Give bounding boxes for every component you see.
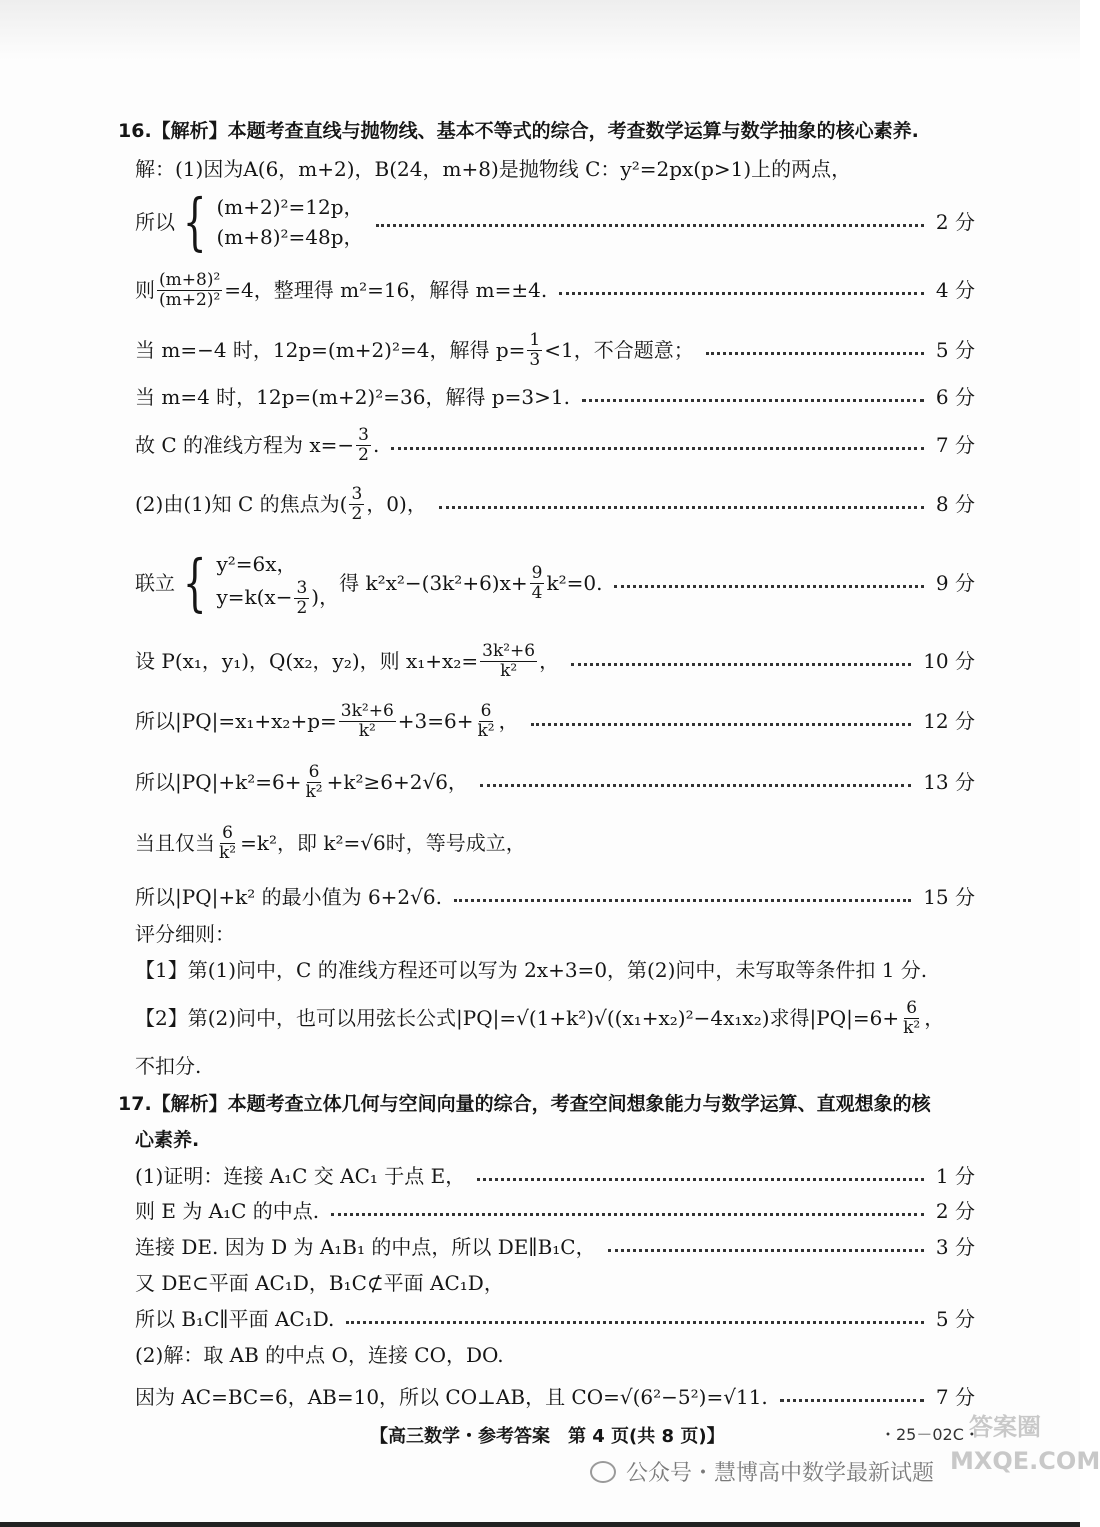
leader-dots xyxy=(559,292,924,295)
q16-line-1-text: 解：(1)因为A(6，m+2)，B(24，m+8)是抛物线 C：y²=2px(p>1)上的两点， xyxy=(135,157,852,181)
system-2-row-2-a: y=k(x− xyxy=(216,584,293,609)
leader-dots xyxy=(608,1249,924,1252)
q16-line-3 xyxy=(135,270,975,310)
q16-line-7 xyxy=(135,484,975,524)
q17-line-1-text: (1)证明：连接 A₁C 交 AC₁ 于点 E， xyxy=(135,1164,466,1188)
q17-line-3-text: 连接 DE. 因为 D 为 A₁B₁ 的中点，所以 DE∥B₁C， xyxy=(135,1235,596,1259)
scan-shadow xyxy=(0,0,1080,60)
q17-line-7-text: 因为 AC=BC=6，AB=10，所以 CO⊥AB，且 CO=√(6²−5²)=√11. xyxy=(135,1385,768,1409)
q16-line-13 xyxy=(135,883,975,911)
leader-dots xyxy=(331,1213,924,1216)
fraction-num: 3 xyxy=(358,424,369,445)
fraction-num: 3k²+6 xyxy=(340,700,394,721)
leader-dots xyxy=(531,723,912,726)
q16-line-3-rest: =4，整理得 m²=16，解得 m=±4. xyxy=(224,278,548,302)
q16-line-10-c: ， xyxy=(498,709,519,733)
fraction-num: (m+8)² xyxy=(159,269,221,290)
q17-line-1 xyxy=(135,1162,975,1190)
q16-line-11-a: 所以|PQ|+k²=6+ xyxy=(135,770,302,794)
system-1-row-1: (m+2)²=12p， xyxy=(216,195,364,219)
fraction xyxy=(294,579,309,618)
score-mark: 7 分 xyxy=(935,1385,975,1409)
fraction xyxy=(157,271,222,310)
fraction xyxy=(480,642,537,681)
page-footer: 【高三数学・参考答案 第 4 页(共 8 页)】 xyxy=(370,1426,725,1447)
q17-title-line-2 xyxy=(135,1126,975,1154)
fraction-den: (m+2)² xyxy=(159,289,221,310)
score-mark: 5 分 xyxy=(935,338,975,362)
rubric-item-2-a: 【2】第(2)问中，也可以用弦长公式|PQ|=√(1+k²)√((x₁+x₂)²−4x₁x₂)求得|PQ|=6+ xyxy=(135,1006,900,1030)
rubric-item-2-cont xyxy=(135,1052,975,1080)
fraction-num: 3 xyxy=(351,483,363,504)
system-brace-2: { y²=6x， y=k(x− $\frac{3}{2}$ )， xyxy=(182,546,340,619)
fraction-den: k² xyxy=(477,720,495,741)
fraction-den: 2 xyxy=(351,503,363,524)
score-mark: 6 分 xyxy=(935,385,975,409)
q17-line-4 xyxy=(135,1269,975,1297)
q16-line-10-b: +3=6+ xyxy=(397,709,474,733)
q17-line-5-text: 所以 B₁C∥平面 AC₁D. xyxy=(135,1307,335,1331)
fraction-den: k² xyxy=(358,720,376,741)
fraction-num: 6 xyxy=(480,700,492,721)
q16-line-8-prefix: 联立 xyxy=(135,571,175,595)
fraction-num: 1 xyxy=(529,329,541,350)
fraction-den: k² xyxy=(305,781,323,802)
q17-line-2-text: 则 E 为 A₁C 的中点. xyxy=(135,1199,320,1223)
leader-dots xyxy=(582,399,924,402)
fraction xyxy=(339,702,396,741)
q16-line-7-a: (2)由(1)知 C 的焦点为( xyxy=(135,492,348,516)
system-2-row-1: y²=6x， xyxy=(216,551,297,576)
score-mark: 2 分 xyxy=(935,210,975,234)
fraction-num: 6 xyxy=(222,822,233,843)
q17-line-7 xyxy=(135,1383,975,1411)
score-mark: 1 分 xyxy=(935,1164,975,1188)
q16-line-12-a: 当且仅当 xyxy=(135,831,215,855)
fraction xyxy=(527,331,542,370)
q16-line-4-a: 当 m=−4 时，12p=(m+2)²=4，解得 p= xyxy=(135,338,526,362)
fraction-den: k² xyxy=(903,1017,921,1038)
q16-line-8-a: 得 k²x²−(3k²+6)x+ xyxy=(339,571,528,595)
q17-line-2 xyxy=(135,1197,975,1225)
system-2-row-2 xyxy=(216,579,339,618)
q16-line-2-prefix: 所以 xyxy=(135,210,175,234)
fraction-den: 4 xyxy=(531,582,543,603)
rubric-heading xyxy=(135,920,975,948)
leader-dots xyxy=(439,506,924,509)
score-mark: 10 分 xyxy=(923,649,975,673)
wechat-banner xyxy=(590,1456,934,1487)
leader-dots xyxy=(376,224,924,227)
score-mark: 13 分 xyxy=(923,770,975,794)
rubric-item-1 xyxy=(135,956,975,984)
leader-dots xyxy=(391,447,924,450)
score-mark: 12 分 xyxy=(923,709,975,733)
fraction-den: 2 xyxy=(296,597,308,618)
q16-title-text: 16.【解析】本题考查直线与抛物线、基本不等式的综合，考查数学运算与数学抽象的核心素养. xyxy=(118,120,919,142)
q16-title xyxy=(118,117,975,145)
q16-line-9 xyxy=(135,641,975,681)
rubric-item-2 xyxy=(135,998,975,1038)
fraction-den: k² xyxy=(219,842,237,863)
q16-line-8 xyxy=(135,545,975,621)
q16-line-11 xyxy=(135,762,975,802)
fraction xyxy=(356,426,371,465)
fraction xyxy=(217,824,238,863)
q16-line-1 xyxy=(135,155,975,183)
score-mark: 15 分 xyxy=(923,885,975,909)
bottom-edge xyxy=(0,1522,1080,1527)
score-mark: 2 分 xyxy=(935,1199,975,1223)
q16-line-2 xyxy=(135,185,975,258)
q16-line-5-text: 当 m=4 时，12p=(m+2)²=36，解得 p=3>1. xyxy=(135,385,570,409)
q16-line-12 xyxy=(135,823,975,863)
score-mark: 3 分 xyxy=(935,1235,975,1259)
leader-dots xyxy=(780,1399,924,1402)
leader-dots xyxy=(480,784,911,787)
q16-line-9-b: ， xyxy=(539,649,560,673)
fraction xyxy=(530,564,545,603)
system-2-row-2-b: )， xyxy=(311,584,340,609)
q16-line-10 xyxy=(135,701,975,741)
wechat-icon xyxy=(590,1461,616,1483)
rubric-item-2-cont-text: 不扣分. xyxy=(135,1054,202,1078)
rubric-item-2-b: ， xyxy=(924,1006,945,1030)
q17-line-4-text: 又 DE⊂平面 AC₁D，B₁C⊄平面 AC₁D， xyxy=(135,1271,504,1295)
fraction-den: 3 xyxy=(529,349,541,370)
fraction-num: 3k²+6 xyxy=(482,640,536,661)
fraction-num: 9 xyxy=(531,562,543,583)
q17-line-3 xyxy=(135,1233,975,1261)
q16-line-10-a: 所以|PQ|=x₁+x₂+p= xyxy=(135,709,337,733)
q16-line-5 xyxy=(135,383,975,411)
q16-line-7-b: ，0)， xyxy=(366,492,427,516)
q16-line-13-text: 所以|PQ|+k² 的最小值为 6+2√6. xyxy=(135,885,442,909)
score-mark: 5 分 xyxy=(935,1307,975,1331)
leader-dots xyxy=(477,1178,924,1181)
q16-line-4 xyxy=(135,330,975,370)
q16-line-6-a: 故 C 的准线方程为 x=− xyxy=(135,433,355,457)
fraction-num: 6 xyxy=(308,761,320,782)
score-mark: 8 分 xyxy=(935,492,975,516)
fraction xyxy=(476,702,497,741)
paper-code: ・25－02C・ xyxy=(880,1425,980,1444)
score-mark: 4 分 xyxy=(935,278,975,302)
q17-title-2-text: 心素养. xyxy=(135,1129,200,1151)
rubric-item-1-text: 【1】第(1)问中，C 的准线方程还可以写为 2x+3=0，第(2)问中，未写取等条件扣 1 分. xyxy=(135,958,928,982)
q16-line-6-b: . xyxy=(373,433,380,457)
q16-line-9-a: 设 P(x₁，y₁)，Q(x₂，y₂)，则 x₁+x₂= xyxy=(135,649,479,673)
q16-line-11-b: +k²≥6+2√6， xyxy=(326,770,468,794)
q17-title-1-text: 17.【解析】本题考查立体几何与空间向量的综合，考查空间想象能力与数学运算、直观想象的核 xyxy=(118,1093,931,1115)
fraction xyxy=(901,999,922,1038)
q16-line-8-b: k²=0. xyxy=(546,571,603,595)
fraction-num: 3 xyxy=(296,577,308,598)
wechat-text: 公众号・慧博高中数学最新试题 xyxy=(626,1461,935,1486)
fraction xyxy=(349,485,364,524)
q16-line-6 xyxy=(135,425,975,465)
leader-dots xyxy=(571,663,911,666)
system-brace-1: { (m+2)²=12p， (m+8)²=48p， xyxy=(182,185,364,258)
fraction-den: k² xyxy=(500,660,518,681)
q16-line-4-b: <1，不合题意； xyxy=(544,338,694,362)
rubric-heading-text: 评分细则： xyxy=(135,922,235,946)
score-mark: 7 分 xyxy=(935,433,975,457)
watermark-logo: 答案圈 MXQE.COM xyxy=(950,1413,1100,1475)
fraction-den: 2 xyxy=(358,444,369,465)
system-1-row-2: (m+8)²=48p， xyxy=(216,225,364,249)
q16-line-12-b: =k²，即 k²=√6时，等号成立， xyxy=(240,831,526,855)
fraction xyxy=(303,763,324,802)
q17-line-6-text: (2)解：取 AB 的中点 O，连接 CO，DO. xyxy=(135,1343,504,1367)
q17-line-6 xyxy=(135,1341,975,1369)
leader-dots xyxy=(454,899,911,902)
q17-title-line-1 xyxy=(118,1090,975,1118)
leader-dots xyxy=(346,1321,923,1324)
leader-dots xyxy=(706,352,924,355)
fraction-num: 6 xyxy=(906,997,918,1018)
q17-line-5 xyxy=(135,1305,975,1333)
q16-line-3-prefix: 则 xyxy=(135,278,155,302)
leader-dots xyxy=(614,585,923,588)
score-mark: 9 分 xyxy=(935,571,975,595)
